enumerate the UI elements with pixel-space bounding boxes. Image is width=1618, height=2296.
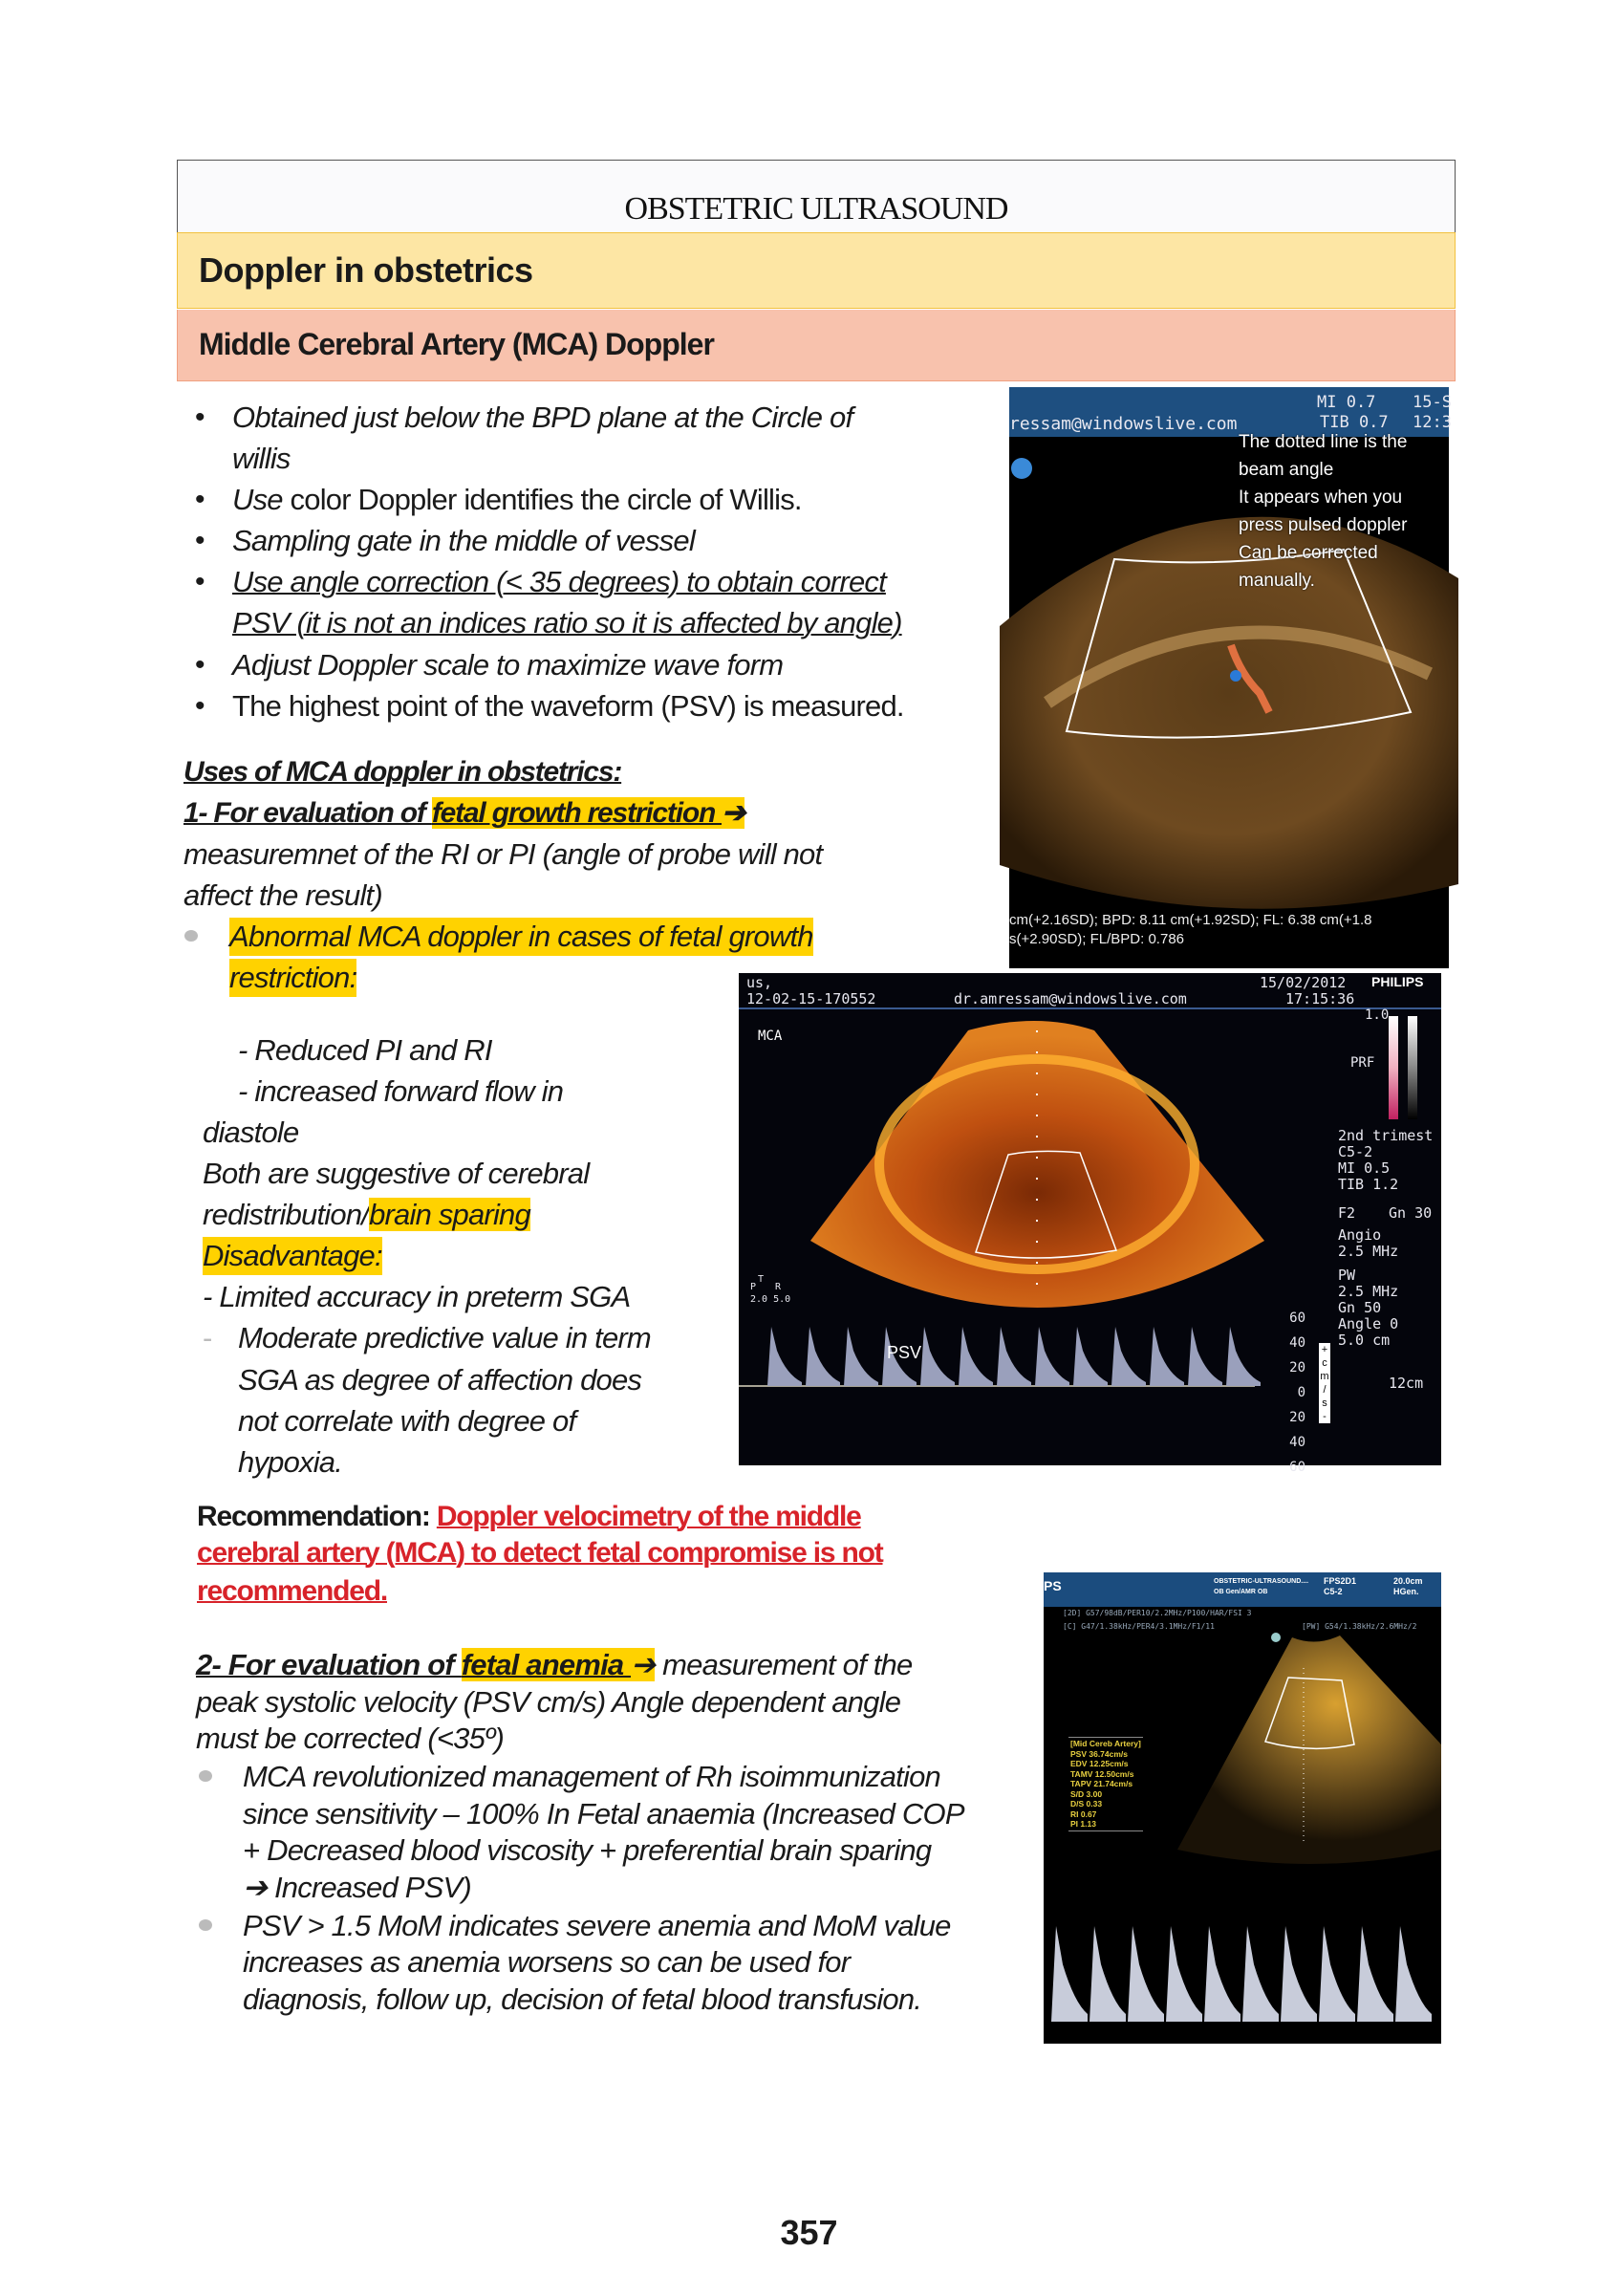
- ultrasound-image-circle-of-willis: [1009, 387, 1452, 968]
- tib-readout: TIB 0.7: [1320, 413, 1389, 432]
- ultrasound-image-mca-measurements: [1044, 1572, 1441, 2044]
- section-title: Doppler in obstetrics: [199, 250, 533, 290]
- finding-text: Both are suggestive of cerebral: [203, 1157, 590, 1190]
- doppler-waveform-peak: [1035, 1327, 1069, 1386]
- email-label: dr.amressam@windowslive.com: [954, 990, 1187, 1007]
- disadvantage-item: SGA as degree of affection does: [238, 1363, 642, 1397]
- beam-angle-annotation: The dotted line is the beam angle It appears when you press pulsed doppler Can be corrected manually.: [1239, 432, 1408, 591]
- recommendation-line: cerebral artery (MCA) to detect fetal compromise is not: [197, 1537, 883, 1569]
- mca-label: MCA: [758, 1029, 783, 1044]
- bullet-icon: [199, 1919, 212, 1931]
- philips-logo: PHILIPS: [1371, 974, 1424, 989]
- depth-readout: 20.0cm HGen.: [1393, 1576, 1423, 1596]
- pw-readout: PW 2.5 MHz Gn 50 Angle 0 5.0 cm: [1338, 1267, 1399, 1349]
- settings-2d-line: [2D] G57/98dB/PER10/2.2MHz/P100/HAR/FSI 3: [1063, 1609, 1252, 1617]
- finding-item: - increased forward flow in: [238, 1074, 564, 1108]
- doppler-waveform-peak: [920, 1327, 955, 1386]
- uses-heading: Uses of MCA doppler in obstetrics:: [183, 756, 622, 788]
- scale-top-label: 1.0: [1365, 1007, 1390, 1023]
- bullet-icon: •: [195, 566, 205, 597]
- item1-heading: 1- For evaluation of fetal growth restriction ➔: [183, 797, 745, 829]
- item2-text: peak systolic velocity (PSV cm/s) Angle dependent angle: [196, 1685, 901, 1719]
- disadvantage-item: not correlate with degree of: [238, 1404, 576, 1438]
- preset-readout: OBSTETRIC-ULTRASOUND.... OB Gen/AMR OB: [1214, 1578, 1309, 1595]
- doppler-waveform-peak: [767, 1327, 802, 1386]
- list-item: Obtained just below the BPD plane at the Circle of: [232, 401, 853, 434]
- doppler-waveform-peak: [997, 1327, 1031, 1386]
- settings-readout: 2nd trimest C5-2 MI 0.5 TIB 1.2: [1338, 1127, 1434, 1193]
- recommendation-line: Recommendation: Doppler velocimetry of the middle: [197, 1501, 861, 1532]
- bullet-icon: •: [195, 484, 205, 515]
- list-item: since sensitivity – 100% In Fetal anaemia (Increased COP: [243, 1797, 964, 1830]
- list-item: MCA revolutionized management of Rh isoimmunization: [243, 1760, 940, 1793]
- bullet-icon: •: [195, 525, 205, 556]
- color-scale-bar: [1389, 1016, 1398, 1119]
- arrow-right-icon: ➔: [631, 1648, 656, 1681]
- bullet-icon: [199, 1770, 212, 1782]
- list-item: PSV (it is not an indices ratio so it is affected by angle): [232, 606, 902, 639]
- disadvantage-item: - Limited accuracy in preterm SGA: [203, 1280, 631, 1313]
- depth-label: 12cm: [1389, 1375, 1424, 1392]
- time-readout: 12:3: [1413, 413, 1452, 432]
- probe-orientation-label: T: [758, 1274, 765, 1285]
- list-item: diagnosis, follow up, decision of fetal blood transfusion.: [243, 1982, 922, 2016]
- dash-bullet: -: [203, 1321, 212, 1354]
- date-readout: 15-S: [1413, 393, 1452, 412]
- list-item: Sampling gate in the middle of vessel: [232, 524, 695, 557]
- running-title: OBSTETRIC ULTRASOUND: [624, 191, 1008, 227]
- disadvantage-item: Moderate predictive value in term: [238, 1321, 651, 1354]
- abnormal-heading: restriction:: [229, 959, 356, 997]
- bullet-icon: [184, 930, 198, 942]
- item1-text: affect the result): [183, 878, 382, 912]
- gain-label: Gn 30: [1389, 1204, 1433, 1222]
- settings-pw-line: [PW] G54/1.38kHz/2.6MHz/2: [1302, 1622, 1417, 1631]
- list-item: Use color Doppler identifies the circle of Willis.: [232, 483, 802, 516]
- finding-text: redistribution/brain sparing: [203, 1198, 530, 1231]
- disadvantage-item: hypoxia.: [238, 1445, 343, 1479]
- item2-heading: 2- For evaluation of fetal anemia ➔ measurement of the: [196, 1648, 913, 1681]
- velocity-units: + c m / s -: [1320, 1344, 1329, 1422]
- item1-text: measuremnet of the RI or PI (angle of probe will not: [183, 837, 823, 871]
- psv-label: PSV: [887, 1343, 922, 1362]
- probe-orientation-label: P: [750, 1282, 757, 1292]
- disadvantage-heading: Disadvantage:: [203, 1237, 382, 1275]
- settings-color-line: [C] G47/1.38kHz/PER4/3.1MHz/F1/11: [1063, 1622, 1215, 1631]
- list-item: willis: [232, 442, 291, 475]
- arrow-right-icon: ➔: [722, 797, 745, 829]
- doppler-waveform-peak: [1226, 1327, 1261, 1386]
- list-item: + Decreased blood viscosity + preferential brain sparing: [243, 1833, 932, 1867]
- page-number: 357: [780, 2213, 838, 2252]
- finding-text: diastole: [203, 1116, 299, 1149]
- section-title-band: [177, 232, 1456, 309]
- doppler-waveform-peak: [1150, 1327, 1184, 1386]
- biometry-readout: cm(+2.16SD); BPD: 8.11 cm(+1.92SD); FL: 6.38 cm(+1.8 s(+2.90SD); FL/BPD: 0.786: [1009, 912, 1372, 947]
- mi-readout: MI 0.7: [1317, 393, 1376, 412]
- item2-text: must be corrected (<35º): [196, 1722, 505, 1755]
- doppler-waveform-peak: [1073, 1327, 1108, 1386]
- prf-label: PRF: [1350, 1055, 1375, 1071]
- mode-readout: FPS2D1 C5-2: [1324, 1576, 1357, 1596]
- doppler-waveform-peak: [806, 1327, 840, 1386]
- subsection-title-band: [177, 310, 1456, 381]
- list-item: Use angle correction (< 35 degrees) to obtain correct: [232, 565, 886, 598]
- measurement-results: [Mid Cereb Artery] PSV 36.74cm/s EDV 12.25cm/s TAMV 12.50cm/s TAPV 21.74cm/s S/D 3.00 D/S 0.33 RI 0.67 PI 1.13: [1068, 1737, 1143, 1831]
- list-item: Adjust Doppler scale to maximize wave form: [232, 648, 784, 682]
- doppler-waveform-peak: [959, 1327, 993, 1386]
- list-item: PSV > 1.5 MoM indicates severe anemia and MoM value: [243, 1909, 951, 1942]
- bullet-icon: •: [195, 690, 205, 722]
- doppler-waveform-peak: [1188, 1327, 1222, 1386]
- brand-label: PS: [1044, 1578, 1062, 1593]
- patient-id-label: 12-02-15-170552: [746, 990, 876, 1007]
- list-item: increases as anemia worsens so can be used for: [243, 1945, 851, 1979]
- velocity-axis: 60 40 20 0 20 40 60: [1289, 1310, 1305, 1475]
- ultrasound-scan-graphic: [739, 973, 1441, 1465]
- patient-id-label: us,: [746, 974, 773, 991]
- bullet-icon: •: [195, 649, 205, 681]
- list-item: ➔ Increased PSV): [243, 1871, 471, 1904]
- recommendation-line: recommended.: [197, 1575, 387, 1607]
- email-label: ressam@windowslive.com: [1009, 414, 1238, 434]
- angio-readout: Angio 2.5 MHz: [1338, 1226, 1399, 1260]
- probe-orientation-label: R: [775, 1282, 782, 1292]
- finding-item: - Reduced PI and RI: [238, 1033, 492, 1067]
- running-header: [177, 160, 1456, 234]
- date-readout: 15/02/2012: [1260, 974, 1347, 991]
- f2-label: F2: [1338, 1204, 1356, 1222]
- list-item: The highest point of the waveform (PSV) is measured.: [232, 689, 904, 723]
- abnormal-heading: Abnormal MCA doppler in cases of fetal growth: [229, 918, 813, 956]
- probe-orientation-label: 2.0 5.0: [750, 1294, 791, 1305]
- time-readout: 17:15:36: [1285, 990, 1355, 1007]
- ultrasound-image-mca-doppler: [739, 973, 1441, 1475]
- doppler-waveform-peak: [1111, 1327, 1146, 1386]
- subsection-title: Middle Cerebral Artery (MCA) Doppler: [199, 327, 714, 361]
- gray-scale-bar: [1408, 1016, 1417, 1119]
- bullet-icon: •: [195, 401, 205, 433]
- doppler-waveform-peak: [844, 1327, 878, 1386]
